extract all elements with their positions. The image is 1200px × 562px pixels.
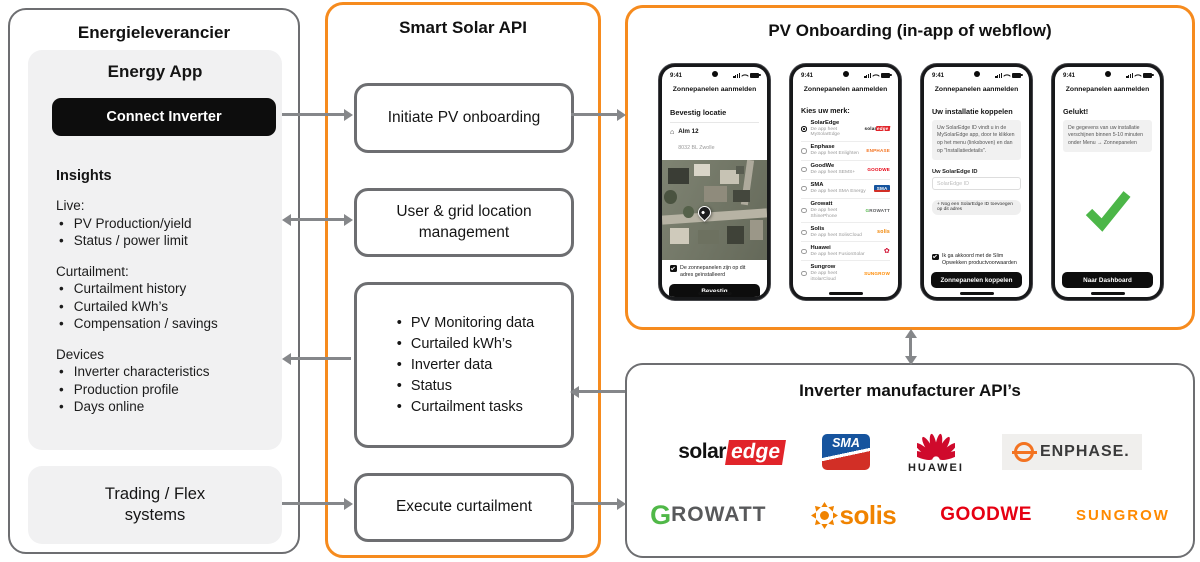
section-heading: Devices bbox=[56, 346, 105, 362]
brand-logo-sungrow: SUNGROW bbox=[864, 270, 890, 276]
battery-icon bbox=[1012, 73, 1021, 78]
energy-app-title: Energy App bbox=[107, 62, 203, 81]
satellite-map[interactable] bbox=[662, 160, 767, 260]
insights-section-live bbox=[56, 197, 262, 250]
checkbox-checked-icon[interactable] bbox=[932, 254, 939, 261]
connect-inverter-button[interactable]: Connect Inverter bbox=[52, 98, 276, 136]
list-item: • Curtailment history bbox=[56, 280, 262, 298]
list-item: • Inverter characteristics bbox=[56, 363, 262, 381]
pv-onboarding-panel bbox=[625, 5, 1195, 330]
list-item: • Production profile bbox=[56, 381, 262, 399]
list-item: • Curtailed kWh’s bbox=[394, 335, 534, 353]
camera-punchhole bbox=[1105, 71, 1111, 77]
link-installation-heading: Uw installatie koppelen bbox=[932, 107, 1013, 116]
screen-title: Zonnepanelen aanmelden bbox=[934, 86, 1019, 93]
brand-row-growatt[interactable]: Growatt De app heet ShinePhone GROWATT bbox=[801, 198, 890, 223]
arrow-manufacturer-to-monitoring bbox=[578, 390, 625, 393]
solis-logo: solis bbox=[811, 500, 897, 531]
insights-section-curtailment bbox=[56, 263, 262, 333]
list-item: • Days online bbox=[56, 398, 262, 416]
brand-logo-growatt: GROWATT bbox=[865, 208, 890, 214]
smart-solar-api-panel bbox=[325, 2, 601, 558]
arrow-initiate-to-onboarding bbox=[571, 113, 618, 116]
screen-title: Zonnepanelen aanmelden bbox=[803, 86, 888, 93]
success-info: De gegevens van uw installatie verschijnen binnen 5-10 minuten onder Menu → Zonnepanelen bbox=[1063, 120, 1152, 152]
home-indicator bbox=[960, 292, 994, 295]
radio-icon[interactable] bbox=[801, 230, 807, 236]
brand-row-enphase[interactable]: Enphase De app heet Enlighten ENPHASE bbox=[801, 141, 890, 160]
terms-checkbox[interactable]: Ik ga akkoord met de Slim Opwekken productvoorwaarden bbox=[932, 253, 1021, 267]
huawei-logo: HUAWEI bbox=[908, 431, 964, 474]
solis-sun-icon bbox=[811, 502, 838, 529]
status-time: 9:41 bbox=[932, 72, 945, 79]
radio-icon[interactable] bbox=[801, 167, 807, 173]
phone-choose-brand bbox=[789, 63, 902, 301]
phone-link-installation bbox=[920, 63, 1033, 301]
home-indicator bbox=[1091, 292, 1125, 295]
brand-row-goodwe[interactable]: GoodWe De app heet SEMS+ GOODWE bbox=[801, 160, 890, 179]
phone-success bbox=[1051, 63, 1164, 301]
energy-app-box bbox=[28, 50, 282, 450]
radio-icon[interactable] bbox=[801, 186, 807, 192]
home-indicator bbox=[698, 292, 732, 295]
brand-row-sungrow[interactable]: Sungrow De app heet iSolarCloud SUNGROW bbox=[801, 260, 890, 285]
inverter-manufacturer-title: Inverter manufacturer API’s bbox=[799, 381, 1021, 400]
solaredge-id-input[interactable] bbox=[932, 177, 1021, 190]
bevestig-button[interactable] bbox=[669, 284, 760, 298]
smart-solar-api-title: Smart Solar API bbox=[399, 18, 527, 37]
address-row bbox=[670, 128, 759, 154]
energieleverancier-panel bbox=[8, 8, 300, 554]
inverter-manufacturer-panel bbox=[625, 363, 1195, 558]
solaredge-id-label: Uw SolarEdge ID bbox=[932, 169, 978, 176]
status-time: 9:41 bbox=[670, 72, 683, 79]
signal-icon bbox=[864, 73, 871, 79]
wifi-icon bbox=[741, 72, 749, 80]
section-heading: Curtailment: bbox=[56, 263, 129, 279]
naar-dashboard-button[interactable]: Naar Dashboard bbox=[1062, 272, 1153, 288]
home-indicator bbox=[829, 292, 863, 295]
growatt-logo: G ROWATT bbox=[650, 499, 767, 530]
address-confirm-checkbox[interactable]: De zonnepanelen zijn op dit adres geïnstalleerd bbox=[670, 265, 759, 279]
arrow-monitoring-to-app bbox=[290, 357, 351, 360]
brand-logo-huawei-flower-icon: ✿ bbox=[883, 248, 890, 256]
screen-title: Zonnepanelen aanmelden bbox=[672, 86, 757, 93]
radio-icon[interactable] bbox=[801, 208, 807, 214]
list-item: • Inverter data bbox=[394, 356, 534, 374]
user-grid-location-box: User & grid location management bbox=[354, 188, 574, 257]
insights-section-devices bbox=[56, 346, 262, 416]
home-icon: ⌂ bbox=[670, 128, 675, 136]
signal-icon bbox=[733, 73, 740, 79]
brand-row-huawei[interactable]: Huawei De app heet FusionSolar ✿ bbox=[801, 241, 890, 260]
radio-icon[interactable] bbox=[801, 271, 807, 277]
goodwe-logo: GOODWE bbox=[940, 504, 1032, 525]
radio-selected-icon[interactable] bbox=[801, 126, 807, 132]
insights-title: Insights bbox=[56, 168, 112, 184]
battery-icon bbox=[881, 73, 890, 78]
brand-list bbox=[801, 117, 890, 285]
signal-icon bbox=[1126, 73, 1133, 79]
list-item: • Compensation / savings bbox=[56, 315, 262, 333]
checkbox-checked-icon[interactable] bbox=[670, 265, 677, 272]
list-item: • Curtailment tasks bbox=[394, 398, 534, 416]
add-solaredge-id-link[interactable]: + Nog een SolarEdge ID toevoegen op dit adres bbox=[932, 200, 1021, 215]
status-time: 9:41 bbox=[801, 72, 814, 79]
brand-logo-goodwe: GOODWE bbox=[867, 167, 890, 173]
list-item: • Status bbox=[394, 377, 534, 395]
solaredge-id-info: Uw SolarEdge ID vindt u in de MySolarEdge app, door te klikken op het menu (linksboven) en dan op "Installatiedetails". bbox=[932, 120, 1021, 160]
success-checkmark-icon bbox=[1055, 152, 1160, 267]
success-heading: Gelukt! bbox=[1063, 107, 1089, 116]
choose-brand-heading: Kies uw merk: bbox=[801, 106, 850, 115]
brand-logo-sma: SMA bbox=[874, 185, 890, 192]
sma-logo: SMA bbox=[822, 434, 870, 470]
list-item: • Status / power limit bbox=[56, 232, 262, 250]
arrow-execute-to-manufacturer bbox=[571, 502, 618, 505]
arrow-connect-to-initiate bbox=[282, 113, 345, 116]
battery-icon bbox=[1143, 73, 1152, 78]
radio-icon[interactable] bbox=[801, 148, 807, 154]
solaredge-logo: solar edge bbox=[678, 440, 784, 465]
execute-curtailment-box: Execute curtailment bbox=[354, 473, 574, 542]
signal-icon bbox=[995, 73, 1002, 79]
energieleverancier-title: Energieleverancier bbox=[77, 23, 231, 42]
trading-flex-systems-box: Trading / Flex systems bbox=[28, 466, 282, 544]
brand-logo-solaredge: solaredge bbox=[864, 126, 890, 132]
enphase-logo: ENPHASE. bbox=[1002, 434, 1142, 470]
sungrow-logo: SUNGROW bbox=[1075, 506, 1170, 524]
brand-row-solis[interactable]: Solis De app heet SolisCloud solis bbox=[801, 222, 890, 241]
list-item: • PV Production/yield bbox=[56, 215, 262, 233]
wifi-icon bbox=[1134, 72, 1142, 80]
brand-logo-solis: solis bbox=[877, 229, 890, 236]
brand-row-sma[interactable]: SMA De app heet SMA Energy SMA bbox=[801, 179, 890, 198]
camera-punchhole bbox=[974, 71, 980, 77]
battery-icon bbox=[750, 73, 759, 78]
pv-onboarding-title: PV Onboarding (in-app of webflow) bbox=[768, 21, 1052, 40]
phone-confirm-location bbox=[658, 63, 771, 301]
wifi-icon bbox=[1003, 72, 1011, 80]
brand-row-solaredge[interactable]: SolarEdge De app heet MySolarEdge solaredge bbox=[801, 117, 890, 141]
address-line: Alm 12 bbox=[678, 128, 699, 135]
arrow-trading-to-execute bbox=[282, 502, 345, 505]
camera-punchhole bbox=[712, 71, 718, 77]
brand-logo-enphase: ENPHASE bbox=[866, 148, 890, 154]
confirm-location-heading: Bevestig locatie bbox=[670, 108, 759, 123]
arrow-live-bidirectional bbox=[290, 218, 345, 221]
wifi-icon bbox=[872, 72, 880, 80]
initiate-pv-onboarding-box: Initiate PV onboarding bbox=[354, 83, 574, 153]
camera-punchhole bbox=[843, 71, 849, 77]
arrow-onboarding-manufacturer-bidirectional bbox=[909, 337, 912, 357]
section-heading: Live: bbox=[56, 198, 85, 213]
zonnepanelen-koppelen-button[interactable]: Zonnepanelen koppelen bbox=[931, 272, 1022, 288]
huawei-flower-icon bbox=[917, 431, 955, 461]
address-postcode: 8032 BL Zwolle bbox=[678, 144, 715, 151]
screen-title: Zonnepanelen aanmelden bbox=[1065, 86, 1150, 93]
list-item: • PV Monitoring data bbox=[394, 314, 534, 332]
list-item: • Curtailed kWh’s bbox=[56, 298, 262, 316]
monitoring-data-box bbox=[354, 282, 574, 448]
status-time: 9:41 bbox=[1063, 72, 1076, 79]
enphase-e-icon bbox=[1014, 442, 1034, 462]
radio-icon[interactable] bbox=[801, 249, 807, 255]
